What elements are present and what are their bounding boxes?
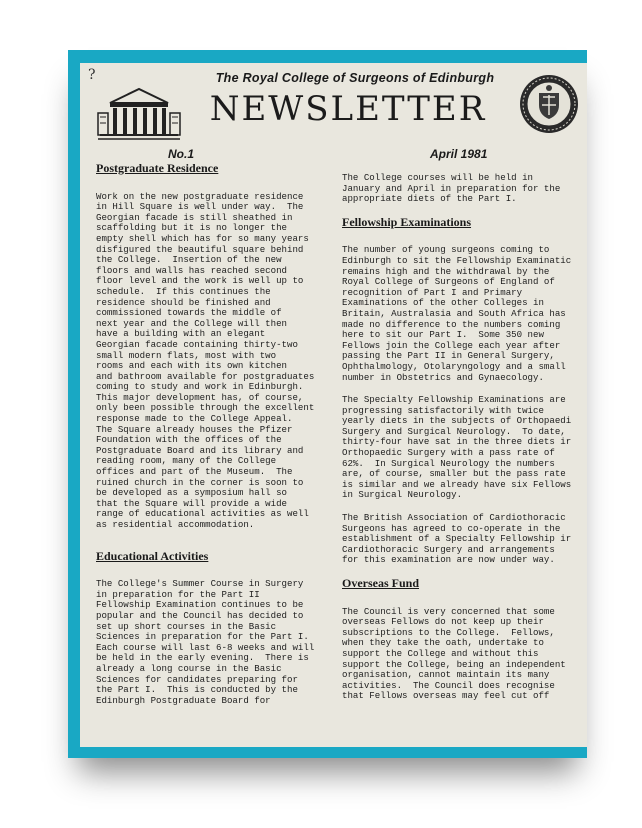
right-column <box>342 173 587 714</box>
building-engraving-icon <box>96 81 182 141</box>
issue-date: April 1981 <box>430 147 488 161</box>
section-heading-educational-activities: Educational Activities <box>96 548 209 563</box>
newsletter-page <box>80 63 587 747</box>
article-courses-continued: The College courses will be held in January and April in preparation for the appropriate diets of the Part I. <box>342 172 561 205</box>
left-column <box>96 163 332 718</box>
issue-number: No.1 <box>168 147 195 161</box>
college-crest-icon <box>518 73 580 135</box>
article-fellowship-paragraph-2: The Specialty Fellowship Examinations are progressing satisfactorily with twice yearly diets in the subjects of Orthopaedi Surgery and Surgical Neurology. To date, thirty-four have sat in the three diets ir Orthopaedic Surgery with a pass rate of 62%. In Surgical Neurology the numbers are, of course, smaller but the pass rate is similar and we already have six Fellows in Surgical Neurology. <box>342 394 572 501</box>
section-heading-fellowship-examinations: Fellowship Examinations <box>342 214 472 229</box>
corner-pen-mark: ? <box>88 67 96 83</box>
article-educational-activities: The College's Summer Course in Surgery in preparation for the Part II Fellowship Examination continues to be popular and the Council has decided to set up short courses in the Basic Sciences in preparation for the Part I. Each course will last 6-8 weeks and will be held in the early evening. There is already a long course in the Basic Sciences for candidates preparing for the Part I. This is conducted by the Edinburgh Postgraduate Board for <box>96 578 315 706</box>
article-overseas-fund: The Council is very concerned that some overseas Fellows do not keep up their subscriptions to the College. Fellows, when they take the oath, undertake to support the College and without this support the College, being an independent organisation, cannot maintain its many activities. The Council does recognise that Fellows overseas may feel cut off <box>342 605 566 702</box>
article-fellowship-paragraph-1: The number of young surgeons coming to Edinburgh to sit the Fellowship Examinatic remains high and the withdrawal by the Royal College of Surgeons of England of recognition of Part I and Primary Examinations of the other Colleges in Britain, Australasia and South Africa has made no difference to the numbers coming here to sit our Part I. Some 350 new Fellows join the College each year after passing the Part II in General Surgery, Ophthalmology, Otolaryngology and a small number in Obstetrics and Gynaecology. <box>342 244 572 383</box>
college-name: The Royal College of Surgeons of Edinburgh <box>215 71 495 85</box>
section-heading-postgraduate-residence: Postgraduate Residence <box>96 161 219 175</box>
article-postgraduate-residence: Work on the new postgraduate residence in Hill Square is well under way. The Georgian facade is still sheathed in scaffolding but it is no longer the empty shell which has for so many years disfigured the beautiful square behind the College. Insertion of the new floors and walls has reached second floor level and the work is well up to schedule. If this continues the residence should be finished and commissioned towards the middle of next year and the College will then have a building with an elegant Georgian facade containing thirty-two small modern flats, most with two rooms and each with its own kitchen and bathroom available for postgraduates coming to study and work in Edinburgh. This major development has, of course, only been possible through the excellent response made to the College Appeal. The Square already houses the Pfizer Foundation with the offices of the Postgraduate Board and its library and reading room, many of the College offices and part of the Museum. The ruined church in the corner is soon to be developed as a symposium hall so that the Square will provide a wide range of educational activities as well as residential accommodation. <box>96 190 315 530</box>
masthead-title: NEWSLETTER <box>209 89 487 129</box>
section-heading-overseas-fund: Overseas Fund <box>342 576 420 590</box>
article-fellowship-paragraph-3: The British Association of Cardiothoracic Surgeons has agreed to co-operate in the establishment of a Specialty Fellowship ir Cardiothoracic Surgery and arrangements for this examination are now under way. <box>342 512 572 566</box>
newsletter-frame <box>68 50 587 758</box>
